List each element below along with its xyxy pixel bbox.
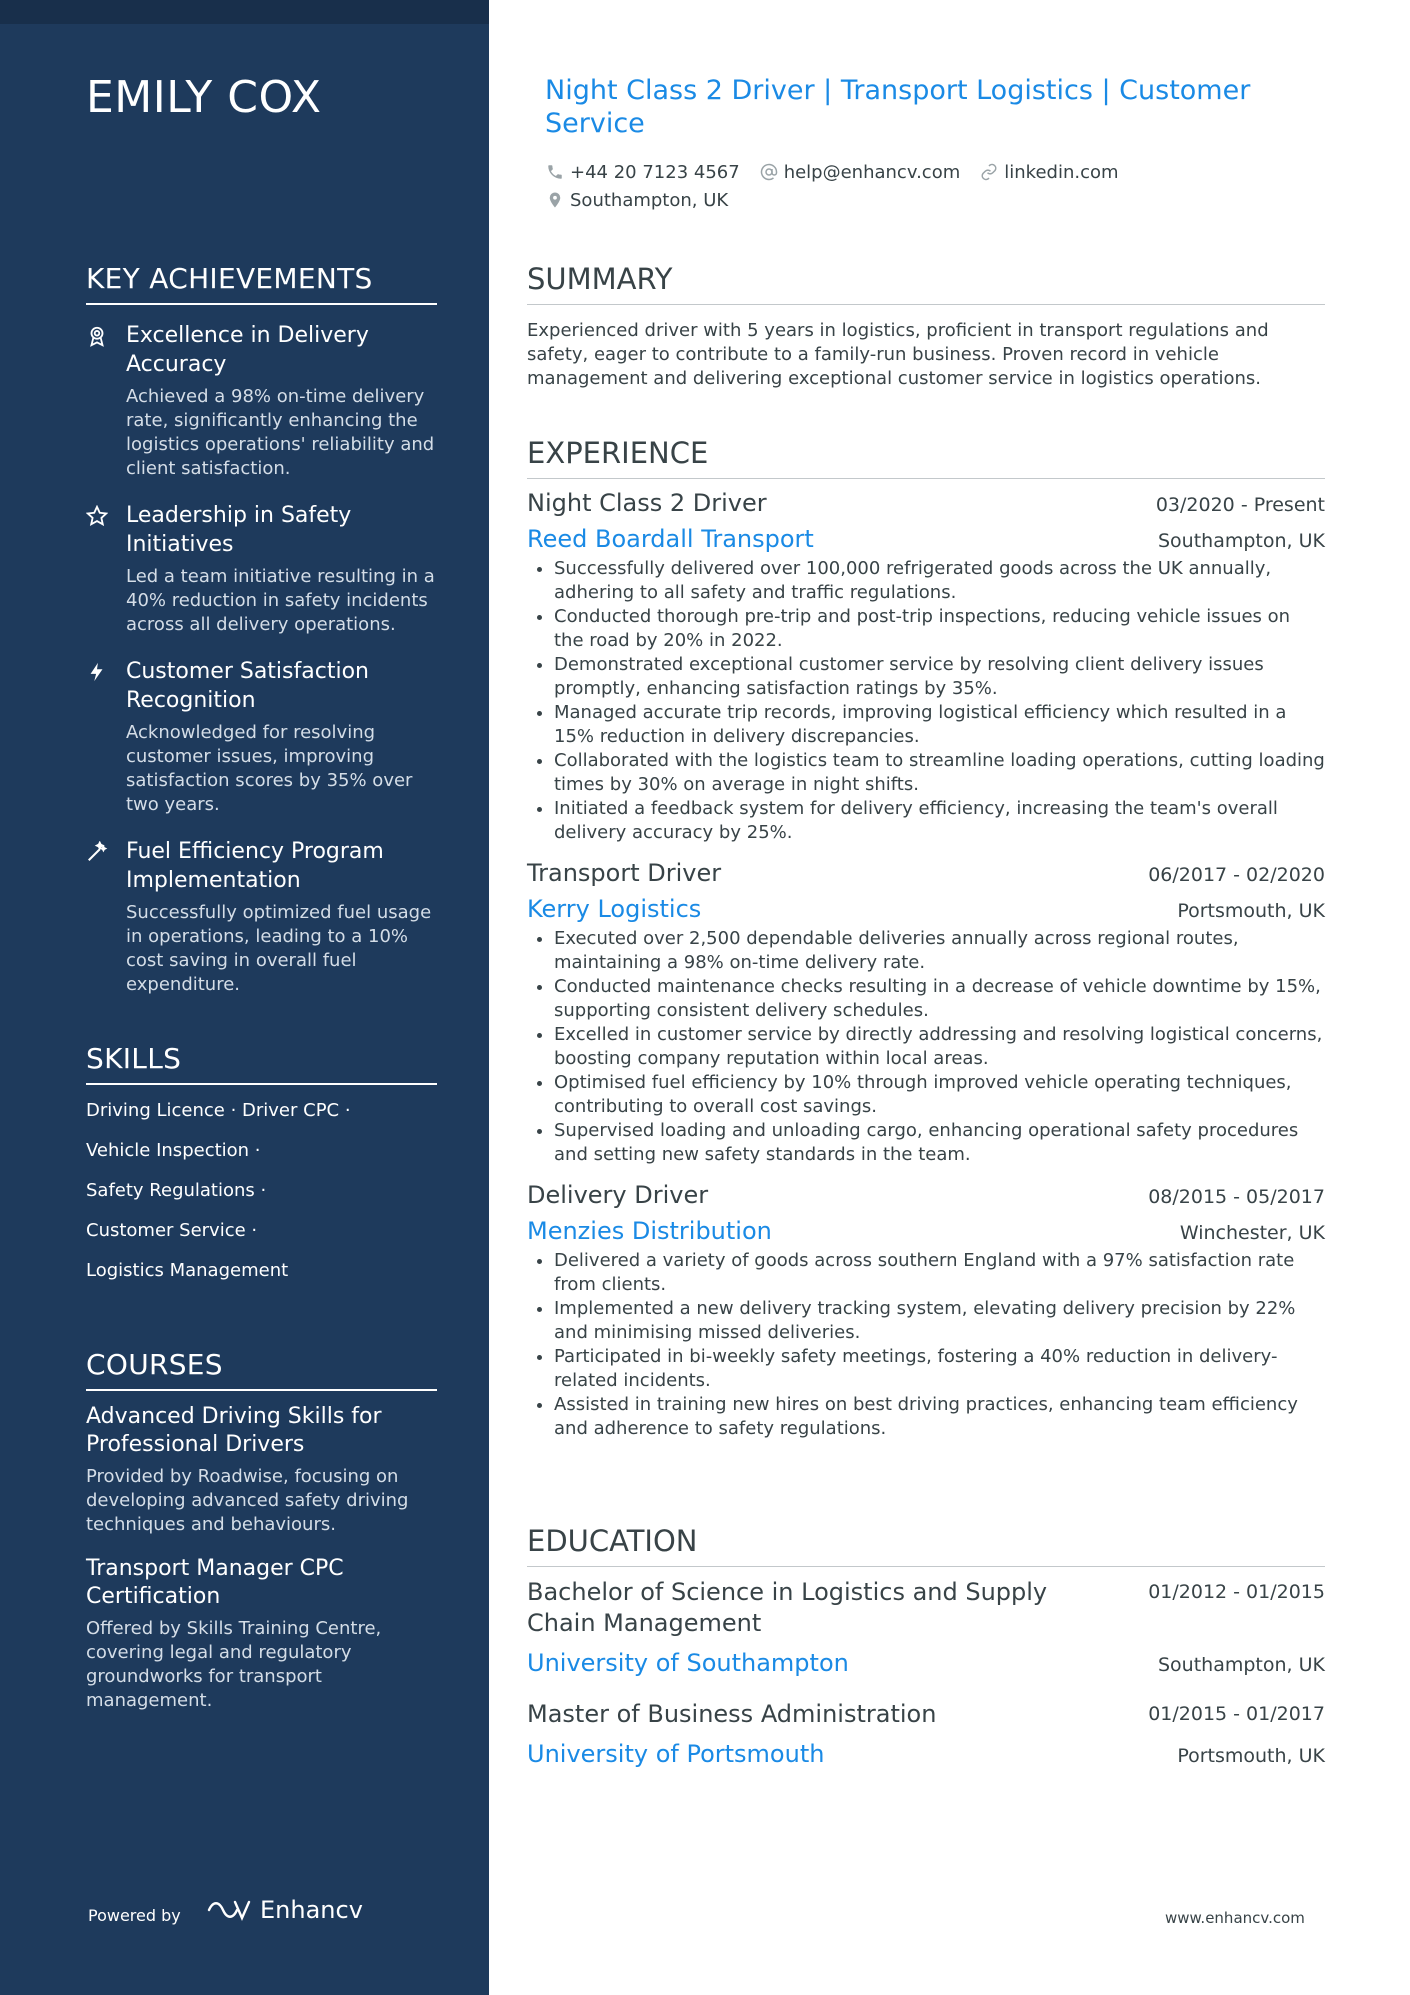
education-entry: [527, 1577, 1325, 1677]
job-bullet: • Collaborated with the logistics team to streamline loading operations, cutting loading times by 30% on average in night shifts.: [554, 749, 1325, 797]
courses-heading: COURSES: [86, 1348, 437, 1391]
education-dates: 01/2015 - 01/2017: [1148, 1703, 1325, 1725]
job-header: [527, 1181, 1325, 1209]
courses-section: [86, 1348, 437, 1713]
achievement-item: [86, 837, 437, 997]
achievement-description: Acknowledged for resolving customer issues, improving satisfaction scores by 35% over two years.: [126, 722, 413, 815]
location-text: Southampton, UK: [570, 189, 729, 211]
experience-section: [527, 436, 1325, 1441]
contact-row: [546, 186, 1306, 214]
email-text: help@enhancv.com: [783, 161, 961, 183]
job-company: Kerry Logistics: [527, 895, 702, 923]
education-heading: EDUCATION: [527, 1524, 1325, 1567]
location-pin-icon: [546, 191, 564, 209]
job-role: Night Class 2 Driver: [527, 489, 767, 517]
footer-url[interactable]: www.enhancv.com: [1165, 1909, 1305, 1927]
job-dates: 03/2020 - Present: [1155, 494, 1325, 516]
contact-row: [546, 158, 1306, 186]
achievement-description: Led a team initiative resulting in a 40% reduction in safety incidents across all delivery operations.: [126, 566, 435, 635]
job-location: Southampton, UK: [1158, 530, 1325, 552]
education-dates: 01/2012 - 01/2015: [1148, 1581, 1325, 1603]
star-icon: [86, 505, 108, 527]
education-school: University of Southampton: [527, 1649, 849, 1677]
achievements-section: [86, 262, 437, 997]
job-bullet: • Conducted thorough pre-trip and post-trip inspections, reducing vehicle issues on the road by 20% in 2022.: [554, 605, 1325, 653]
magic-wand-icon: [86, 841, 108, 863]
course-title: Advanced Driving Skills for Professional Drivers: [86, 1404, 382, 1457]
job-bullet: • Optimised fuel efficiency by 10% through improved vehicle operating techniques, contributing to overall cost savings.: [554, 1071, 1325, 1119]
phone-icon: [546, 163, 564, 181]
job-dates: 08/2015 - 05/2017: [1148, 1186, 1325, 1208]
skills-section: [86, 1042, 437, 1291]
summary-text: Experienced driver with 5 years in logistics, proficient in transport regulations and safety, eager to contribute to a family-run business. Proven record in vehicle management and delivering exceptional customer service in logistics operations.: [527, 320, 1269, 389]
skill-line: Driving Licence · Driver CPC ·: [86, 1100, 351, 1121]
education-school-row: [527, 1740, 1325, 1768]
medal-icon: [86, 325, 108, 347]
brand-name: Enhancv: [260, 1896, 363, 1924]
course-item: [86, 1555, 437, 1713]
education-header: [527, 1699, 1325, 1730]
job-dates: 06/2017 - 02/2020: [1148, 864, 1325, 886]
education-section: [527, 1524, 1325, 1768]
powered-by-label: Powered by: [88, 1906, 181, 1925]
lightning-icon: [86, 661, 108, 683]
achievement-description: Achieved a 98% on-time delivery rate, significantly enhancing the logistics operations' reliability and client satisfaction.: [126, 386, 435, 479]
skills-heading: SKILLS: [86, 1042, 437, 1085]
job-header: [527, 859, 1325, 887]
job-bullet: • Participated in bi-weekly safety meetings, fostering a 40% reduction in delivery-related incidents.: [554, 1345, 1325, 1393]
achievements-heading: KEY ACHIEVEMENTS: [86, 262, 437, 305]
course-title: Transport Manager CPC Certification: [86, 1556, 344, 1609]
education-entry: [527, 1699, 1325, 1768]
job-entry: [527, 859, 1325, 1167]
job-entry: [527, 489, 1325, 845]
education-school: University of Portsmouth: [527, 1740, 825, 1768]
summary-section: [527, 262, 1325, 391]
job-role: Delivery Driver: [527, 1181, 709, 1209]
summary-heading: SUMMARY: [527, 262, 1325, 305]
headline: Night Class 2 Driver | Transport Logistics | Customer Service: [545, 75, 1251, 139]
job-bullet: • Managed accurate trip records, improving logistical efficiency which resulted in a 15% reduction in delivery discrepancies.: [554, 701, 1325, 749]
achievement-item: [86, 657, 437, 817]
course-description: Provided by Roadwise, focusing on developing advanced safety driving techniques and behaviours.: [86, 1466, 409, 1535]
phone-contact[interactable]: [546, 162, 740, 183]
job-bullet: • Supervised loading and unloading cargo, enhancing operational safety procedures and setting new safety standards in the team.: [554, 1119, 1325, 1167]
contact-block: [546, 158, 1306, 214]
location-contact: [546, 190, 728, 211]
education-location: Portsmouth, UK: [1177, 1745, 1325, 1767]
job-location: Portsmouth, UK: [1177, 900, 1325, 922]
achievement-title: Excellence in Delivery Accuracy: [126, 323, 369, 377]
job-bullet: • Initiated a feedback system for delivery efficiency, increasing the team's overall delivery accuracy by 25%.: [554, 797, 1325, 845]
skill-line: Customer Service ·: [86, 1220, 258, 1241]
enhancv-logo-icon: [206, 1897, 252, 1923]
job-bullet: • Implemented a new delivery tracking system, elevating delivery precision by 22% and minimising missed deliveries.: [554, 1297, 1325, 1345]
job-bullets: [527, 927, 1325, 1167]
link-icon: [980, 163, 998, 181]
skills-list: [86, 1091, 437, 1291]
candidate-name: EMILY COX: [86, 72, 322, 123]
achievement-item: [86, 501, 437, 637]
job-bullet: • Excelled in customer service by directly addressing and resolving logistical concerns, boosting company reputation within local areas.: [554, 1023, 1325, 1071]
education-header: [527, 1577, 1325, 1639]
phone-text: +44 20 7123 4567: [570, 161, 740, 183]
education-school-row: [527, 1649, 1325, 1677]
job-location: Winchester, UK: [1179, 1222, 1325, 1244]
job-company-row: [527, 525, 1325, 553]
job-company: Reed Boardall Transport: [527, 525, 814, 553]
job-entry: [527, 1181, 1325, 1441]
achievement-title: Fuel Efficiency Program Implementation: [126, 839, 384, 893]
email-contact[interactable]: [760, 162, 961, 183]
job-bullet: • Demonstrated exceptional customer service by resolving client delivery issues promptly, enhancing satisfaction ratings by 35%.: [554, 653, 1325, 701]
job-bullet: • Executed over 2,500 dependable deliveries annually across regional routes, maintaining a 98% on-time delivery rate.: [554, 927, 1325, 975]
sidebar: [0, 0, 489, 1995]
job-company-row: [527, 895, 1325, 923]
job-company: Menzies Distribution: [527, 1217, 772, 1245]
linkedin-text: linkedin.com: [1004, 161, 1119, 183]
job-bullet: • Assisted in training new hires on best driving practices, enhancing team efficiency and adherence to safety regulations.: [554, 1393, 1325, 1441]
sidebar-top-strip: [0, 0, 489, 24]
at-sign-icon: [760, 163, 778, 181]
job-header: [527, 489, 1325, 517]
job-role: Transport Driver: [527, 859, 722, 887]
skill-line: Safety Regulations ·: [86, 1180, 267, 1201]
achievement-item: [86, 321, 437, 481]
job-company-row: [527, 1217, 1325, 1245]
achievement-description: Successfully optimized fuel usage in operations, leading to a 10% cost saving in overall fuel expenditure.: [126, 902, 432, 995]
experience-heading: EXPERIENCE: [527, 436, 1325, 479]
skill-line: Vehicle Inspection ·: [86, 1140, 261, 1161]
job-bullets: [527, 1249, 1325, 1441]
education-degree: Bachelor of Science in Logistics and Supply Chain Management: [527, 1578, 1048, 1637]
education-location: Southampton, UK: [1158, 1654, 1325, 1676]
education-degree: Master of Business Administration: [527, 1700, 937, 1728]
job-bullet: • Successfully delivered over 100,000 refrigerated goods across the UK annually, adhering to all safety and traffic regulations.: [554, 557, 1325, 605]
job-bullets: [527, 557, 1325, 845]
achievement-title: Leadership in Safety Initiatives: [126, 503, 352, 557]
job-bullet: • Delivered a variety of goods across southern England with a 97% satisfaction rate from clients.: [554, 1249, 1325, 1297]
achievement-title: Customer Satisfaction Recognition: [126, 659, 369, 713]
enhancv-logo[interactable]: [206, 1896, 363, 1924]
course-description: Offered by Skills Training Centre, covering legal and regulatory groundworks for transport management.: [86, 1618, 382, 1711]
job-bullet: • Conducted maintenance checks resulting in a decrease of vehicle downtime by 15%, supporting consistent delivery schedules.: [554, 975, 1325, 1023]
course-item: [86, 1403, 437, 1537]
skill-line: Logistics Management: [86, 1260, 289, 1281]
linkedin-contact[interactable]: [980, 162, 1118, 183]
